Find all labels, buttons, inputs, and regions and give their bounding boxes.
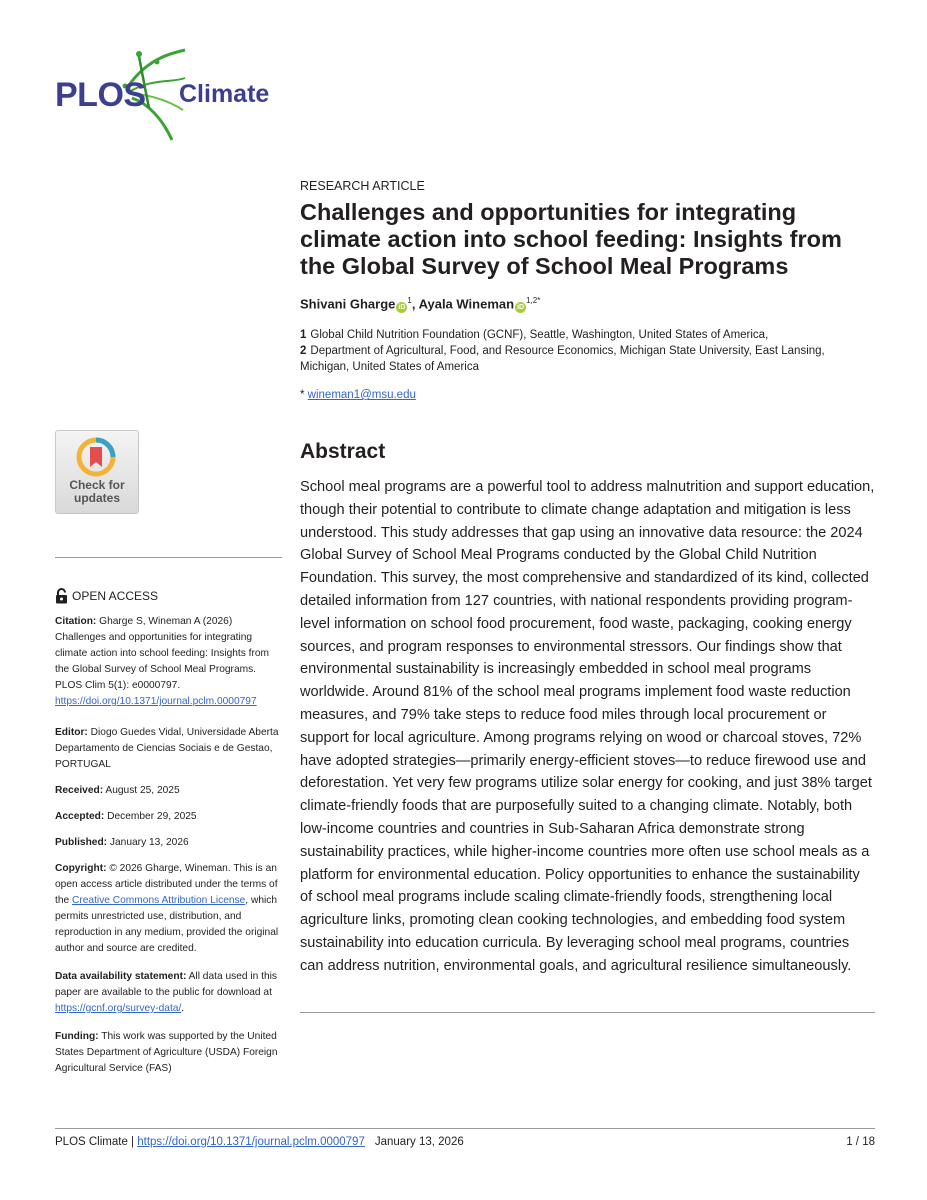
license-link[interactable]: Creative Commons Attribution License (72, 895, 246, 906)
logo-plos-text: PLOS (55, 76, 146, 114)
check-for-updates-button[interactable] (55, 430, 139, 514)
sidebar-divider (55, 557, 282, 558)
abstract-text: School meal programs are a powerful tool to address malnutrition and support education, though their potential to contribute to climate change adaptation and mitigation is less understood. This study addresses that gap using an innovative data resource: the 2024 Global Survey of School Meal Programs conducted by the Global Child Nutrition Foundation. This survey, the most comprehensive and standardized of its kind, collected detailed information from 127 countries, with national respondents providing program-level information on school food procurement, food waste, packaging, cooking energy sources, and program responses to environmental stressors. Our findings show that environmental sustainability is increasingly embedded in school meal programs worldwide. Around 81% of the school meal programs implement food waste reduction measures, and 79% take steps to reduce food miles through local procurement or support for local agriculture. Among programs relying on wood or charcoal stoves, 72% have adopted strategies—primarily energy-efficient stoves—to reduce firewood use and deforestation. Yet very few programs utilize solar energy for cooking, and just 38% target climate-friendly foods that are purposefully suited to a changing climate. Notably, both low-income countries and countries in Sub-Saharan Africa demonstrate strong sustainability practices, while higher-income countries more often use school meals as a platform for environmental education. Policy opportunities to enhance the sustainability of school meal programs include scaling climate-friendly foods, strengthening local agriculture links, promoting clean cooking technologies, and embedding food system sustainability into education curricula. By leveraging school meal programs, countries can address nutrition, environmental goals, and agricultural resilience simultaneously. (300, 479, 875, 974)
funding: Funding: This work was supported by the United States Department of Agriculture (USDA) Foreign Agricultural Service (FAS) (55, 1031, 278, 1074)
footer-doi-link[interactable]: https://doi.org/10.1371/journal.pclm.0000797 (137, 1136, 365, 1148)
copyright: Copyright: © 2026 Gharge, Wineman. This is an open access article distributed under the terms of the Creative Commons Attribution License, which permits unrestricted use, distribution, and reproduction in any medium, provided the original author and source are credited. (55, 863, 279, 954)
footer-citation: PLOS Climate | https://doi.org/10.1371/journal.pclm.0000797 January 13, 2026 (55, 1136, 464, 1148)
data-availability: Data availability statement: All data used in this paper are available to the public for download at https://gcnf.org/survey-data/. (55, 971, 277, 1014)
journal-logo (55, 48, 295, 143)
affiliation-item (300, 327, 875, 343)
affiliations (300, 327, 875, 375)
corresponding-author (300, 389, 416, 401)
received-date: Received: August 25, 2025 (55, 785, 180, 796)
orcid-icon[interactable]: iD (517, 304, 525, 312)
corresponding-mark: * (300, 389, 308, 401)
author-affiliation-sup: 1 (407, 296, 412, 305)
logo-journal-text: Climate (179, 80, 270, 108)
check-updates-label: Check for updates (69, 478, 125, 505)
open-lock-icon (55, 588, 68, 604)
article-title: Challenges and opportunities for integrating climate action into school feeding: Insights from the Global Survey of School Meal Programs (300, 199, 842, 279)
affiliation-item (300, 343, 875, 375)
author-list (300, 296, 540, 313)
affiliation-text: Department of Agricultural, Food, and Resource Economics, Michigan State University, East Lansing, Michigan, United States of America (300, 345, 825, 373)
editor: Editor: Diogo Guedes Vidal, Universidade Aberta Departamento de Ciencias Sociais e de Gestao, PORTUGAL (55, 727, 279, 770)
footer-divider (55, 1128, 875, 1129)
author-name[interactable]: Shivani Gharge (300, 296, 396, 312)
orcid-icon[interactable]: iD (398, 304, 406, 312)
footer-date: January 13, 2026 (374, 1136, 464, 1148)
citation-doi-link[interactable]: https://doi.org/10.1371/journal.pclm.0000797 (55, 696, 257, 707)
footer-journal: PLOS Climate (55, 1136, 128, 1148)
affiliation-text: Global Child Nutrition Foundation (GCNF), Seattle, Washington, United States of America, (310, 329, 769, 341)
affiliation-number: 1 (300, 329, 307, 341)
author-affiliation-sup: 1,2* (526, 296, 541, 305)
email-link[interactable]: wineman1@msu.edu (307, 389, 416, 401)
open-access-badge (55, 588, 158, 604)
article-type: RESEARCH ARTICLE (300, 179, 425, 193)
abstract-divider (300, 1012, 875, 1013)
citation: Citation: Gharge S, Wineman A (2026) Challenges and opportunities for integrating climate action into school feeding: Insights from the Global Survey of School Meal Programs. PLOS Clim 5(1): e0000797. https://doi.org/10.1371/journal.pclm.0000797 (55, 616, 270, 707)
abstract-heading: Abstract (300, 440, 386, 463)
accepted-date: Accepted: December 29, 2025 (55, 811, 197, 822)
open-access-label: OPEN ACCESS (72, 589, 159, 603)
check-updates-icon (76, 437, 116, 477)
page-number: 1 / 18 (846, 1136, 875, 1148)
affiliation-number: 2 (300, 345, 307, 357)
published-date: Published: January 13, 2026 (55, 837, 189, 848)
author-name[interactable]: Ayala Wineman (418, 296, 515, 312)
data-link[interactable]: https://gcnf.org/survey-data/ (55, 1003, 182, 1014)
author-separator: , (411, 296, 419, 312)
